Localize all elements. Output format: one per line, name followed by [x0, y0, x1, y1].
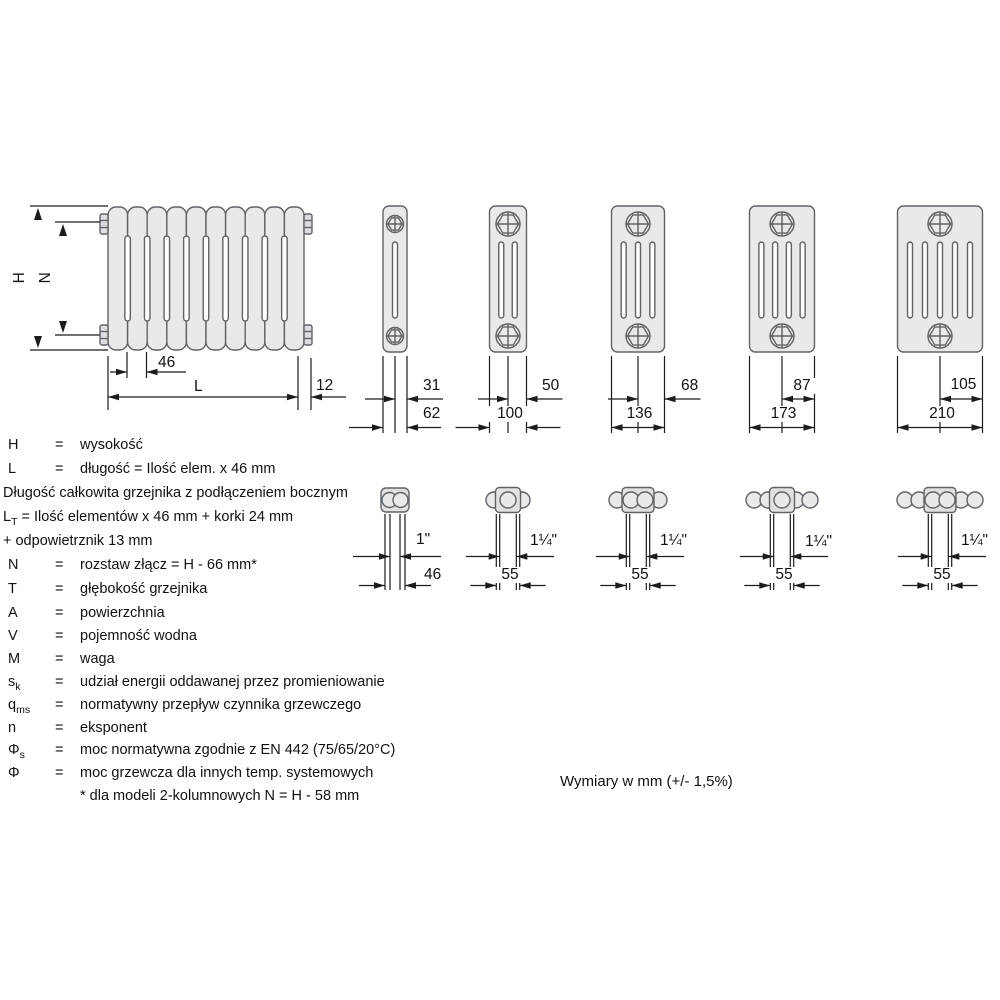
half-depth-label-4col: 68 — [681, 377, 699, 394]
connection-label-6col: 1¼" — [961, 532, 989, 549]
full-depth-label-4col: 136 — [616, 406, 663, 422]
pitch-46-label: 46 — [158, 354, 176, 371]
half-depth-label-5col: 87 — [786, 378, 818, 394]
connection-label-2col: 1" — [416, 531, 431, 548]
legend-row-water-capacity: V = pojemność wodna — [8, 628, 197, 644]
end-12-label: 12 — [316, 377, 334, 394]
dimensions-note: Wymiary w mm (+/- 1,5%) — [560, 773, 733, 790]
legend-row-radiation-share: $s_k$ = udział energii oddawanej przez promieniowanie — [8, 674, 385, 693]
legend-row-axis-spacing: N = rozstaw złącz = H - 66 mm* — [8, 557, 257, 573]
legend-row-other-power: Φ = moc grzewcza dla innych temp. systemowych — [8, 765, 374, 781]
full-depth-label-2col: 62 — [423, 405, 441, 422]
legend-row-nominal-power: $\Phi_s$ = moc normatywna zgodnie z EN 442 (75/65/20°C) — [8, 742, 396, 761]
axis-spacing-label: N — [36, 272, 54, 284]
pitch-label-3col: 55 — [495, 567, 525, 583]
connection-label-4col: 1¼" — [660, 532, 688, 549]
legend-row-height: H = wysokość — [8, 437, 143, 453]
pitch-label-5col: 55 — [769, 567, 799, 583]
legend-row-length: L = długość = Ilość elem. x 46 mm — [8, 461, 276, 477]
legend-row-footnote: * dla modeli 2-kolumnowych N = H - 58 mm — [80, 788, 360, 804]
legend-row-total-length-intro: Długość całkowita grzejnika z podłączeniem bocznym — [3, 485, 348, 501]
height-label: H — [10, 272, 28, 284]
full-depth-label-3col: 100 — [487, 406, 533, 422]
legend-row-total-length: $L_T$ = Ilość elementów x 46 mm + korki 24 mm — [3, 509, 294, 528]
legend-row-exponent: n = eksponent — [8, 720, 147, 736]
half-depth-label-6col: 105 — [946, 377, 981, 393]
legend-row-depth: T = głębokość grzejnika — [8, 581, 208, 597]
pitch-label-4col: 55 — [625, 567, 655, 583]
pitch-label-6col: 55 — [927, 567, 957, 583]
connection-label-5col: 1¼" — [805, 533, 833, 550]
legend-row-air-vent: + odpowietrznik 13 mm — [3, 533, 153, 549]
legend-row-flow-rate: $q_{ms}$ = normatywny przepływ czynnika grzewczego — [8, 697, 362, 716]
legend-row-surface: A = powierzchnia — [8, 605, 165, 621]
full-depth-label-6col: 210 — [918, 406, 966, 422]
connection-label-3col: 1¼" — [530, 532, 558, 549]
full-depth-label-5col: 173 — [760, 406, 807, 422]
length-label: L — [194, 378, 203, 395]
half-depth-label-2col: 31 — [423, 377, 441, 394]
legend-row-weight: M = waga — [8, 651, 115, 667]
half-depth-label-3col: 50 — [542, 377, 560, 394]
pitch-label-2col: 46 — [424, 566, 442, 583]
